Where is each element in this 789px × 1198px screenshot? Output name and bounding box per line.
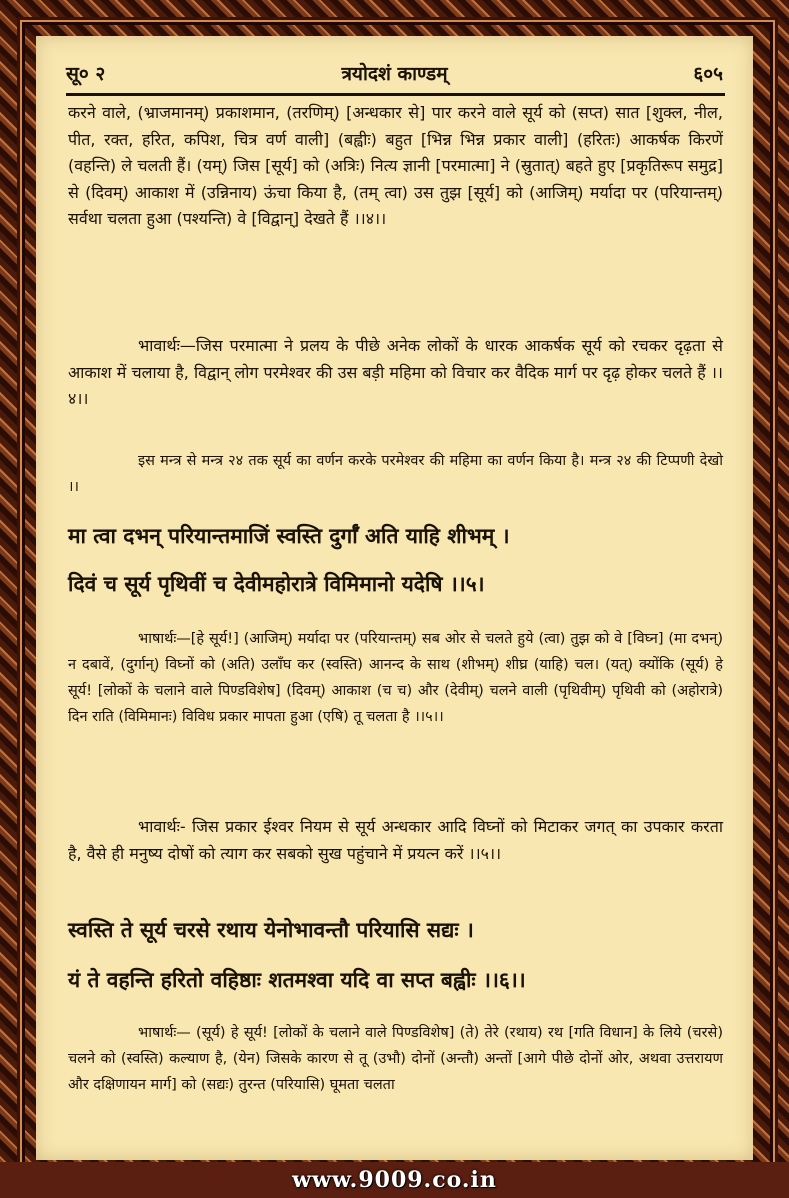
bhavartha-paragraph-4: भावार्थः—जिस परमात्मा ने प्रलय के पीछे अनेक लोकों के धारक आकर्षक सूर्य को रचकर दृढ़ता से आकाश में चलाया है, विद्वान् लोग परमेश्वर की उस बड़ी महिमा को विचार कर वैदिक मार्ग पर दृढ़ होकर चलते हैं ।।४।। — [68, 336, 723, 408]
mantra-5-line-1: मा त्वा दभन् परियान्तमाजिं स्वस्ति दुर्गाँ अति याहि शीभम् । — [68, 523, 510, 548]
sukta-number: सू० २ — [66, 63, 106, 85]
mantra-5-line-2: दिवं च सूर्य पृथिवीं च देवीमहोरात्रे विमिमानो यदेषि ।।५। — [68, 571, 485, 596]
book-page — [36, 36, 753, 1160]
bhasharth-paragraph-5: भाषार्थः—[हे सूर्य!] (आजिम्) मर्यादा पर (परियान्तम्) सब ओर से चलते हुये (त्वा) तुझ को वे [विघ्न] (मा दभन्) न दबावें, (दुर्गान्) विघ्नों को (अति) उलाँघ कर (स्वस्ति) आनन्द के साथ (शीभम्) शीघ्र (याहि) चल। (यत्) क्योंकि (सूर्य) हे सूर्य! [लोकों के चलाने वाले पिण्डविशेष] (दिवम्) आकाश (च च) और (देवीम्) चलने वाली (पृथिवीम्) पृथिवी को (अहोरात्रे) दिन राति (विमिमानः) विविध प्रकार मापता हुआ (एषि) तू चलता है ।।५।। — [68, 631, 723, 725]
bhavartha-paragraph-5: भावार्थः- जिस प्रकार ईश्वर नियम से सूर्य अन्धकार आदि विघ्नों को मिटाकर जगत् का उपकार करता है, वैसे ही मनुष्य दोषों को त्याग कर सबको सुख पहुंचाने में प्रयत्न करें ।।५।। — [68, 817, 723, 863]
footer-bar — [0, 1162, 789, 1198]
website-watermark: www.9009.co.in — [292, 1167, 497, 1193]
mantra-6-line-2: यं ते वहन्ति हरितो वहिष्ठाः शतमश्वा यदि वा सप्त बह्वीः ।।६।। — [68, 967, 526, 992]
page-number: ६०५ — [693, 63, 723, 85]
note-paragraph: इस मन्त्र से मन्त्र २४ तक सूर्य का वर्णन करके परमेश्वर की महिमा का वर्णन किया है। मन्त्र २४ की टिप्पणी देखो ।। — [68, 453, 723, 495]
bhasharth-paragraph-6: भाषार्थः— (सूर्य) हे सूर्य! [लोकों के चलाने वाले पिण्डविशेष] (ते) तेरे (रथाय) रथ [गति विधान] के लिये (चरसे) चलने को (स्वस्ति) कल्याण है, (येन) जिसके कारण से तू (उभौ) दोनों (अन्तौ) अन्तों [आगे पीछे दोनों ओर, अथवा उत्तरायण और दक्षिणायन मार्ग] को (सद्यः) तुरन्त (परियासि) घूमता चलता — [68, 1025, 723, 1093]
page-header — [66, 56, 723, 90]
mantra-6-line-1: स्वस्ति ते सूर्य चरसे रथाय येनोभावन्तौ परियासि सद्यः । — [68, 917, 474, 942]
header-rule — [66, 93, 725, 96]
page-title: त्रयोदशं काण्डम् — [341, 63, 448, 85]
translation-paragraph-4: करने वाले, (भ्राजमानम्) प्रकाशमान, (तरणिम्) [अन्धकार से] पार करने वाले सूर्य को (सप्त) सात [शुक्ल, नील, पीत, रक्त, हरित, कपिश, चित्र वर्ण वाली] (बह्वीः) बहुत [भिन्न भिन्न प्रकार वाली] (हरितः) आकर्षक किरणें (वहन्ति) ले चलती हैं। (यम्) जिस [सूर्य] को (अत्रिः) नित्य ज्ञानी [परमात्मा] ने (स्रुतात्) बहते हुए [प्रकृतिरूप समुद्र] से (दिवम्) आकाश में (उन्निनाय) ऊंचा किया है, (तम् त्वा) उस तुझ [सूर्य] को (आजिम्) मर्यादा पर (परियान्तम्) सर्वथा चलता हुआ (पश्यन्ति) वे [विद्वान्] देखते हैं ।।४।। — [68, 103, 723, 228]
